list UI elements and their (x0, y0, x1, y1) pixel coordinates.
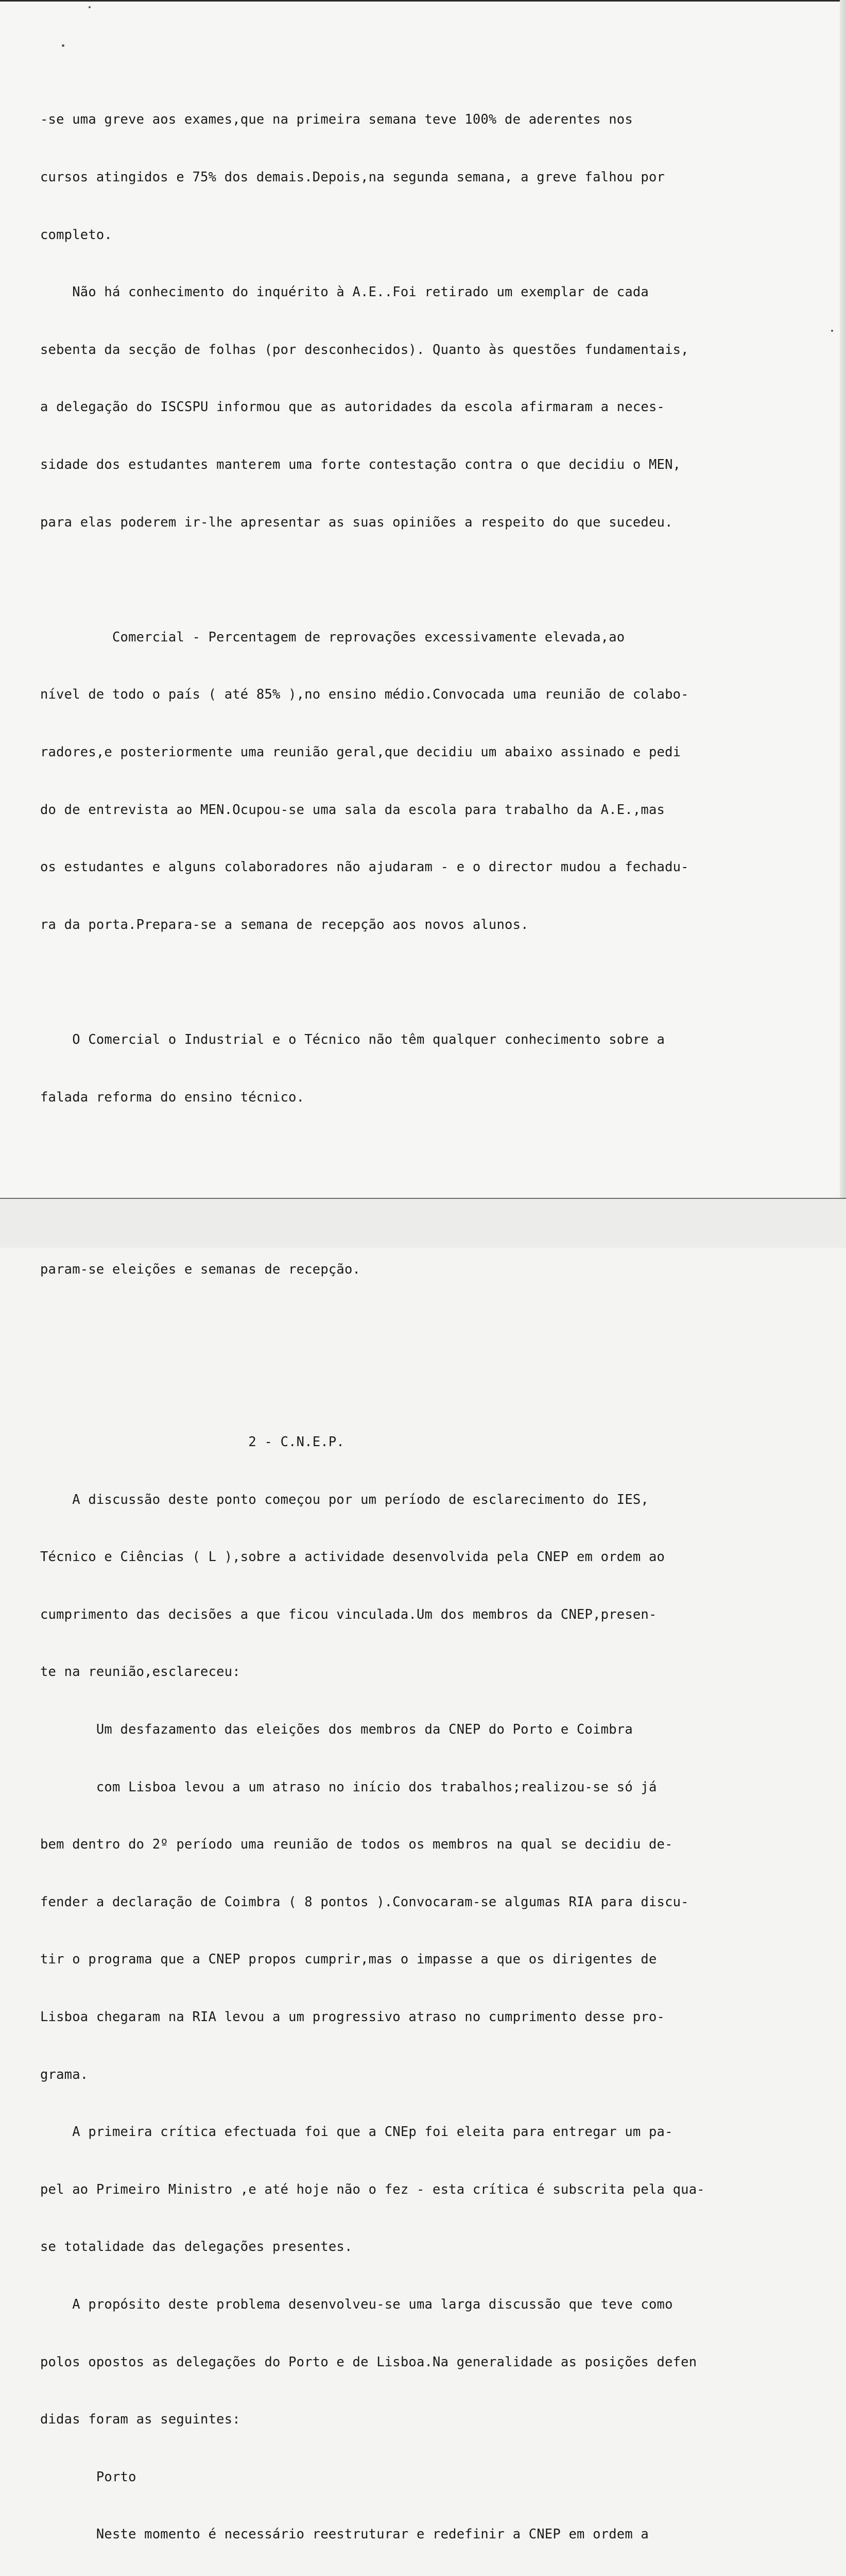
text-line: para elas poderem ir-lhe apresentar as suas opiniões a respeito do que sucedeu. (40, 514, 673, 530)
text-line: A primeira crítica efectuada foi que a CNEp foi eleita para entregar um pa- (40, 2124, 673, 2140)
text-line: didas foram as seguintes: (40, 2412, 240, 2428)
text-line: O Comercial o Industrial e o Técnico não têm qualquer conhecimento sobre a (40, 1031, 665, 1047)
text-line: completo. (40, 227, 112, 243)
text-line: com Lisboa levou a um atraso no início dos trabalhos;realizou-se só já (40, 1779, 657, 1795)
text-line: se totalidade das delegações presentes. (40, 2239, 353, 2255)
text-line: pel ao Primeiro Ministro ,e até hoje não o fez - esta crítica é subscrita pela qua- (40, 2181, 705, 2197)
text-line: A discussão deste ponto começou por um período de esclarecimento do IES, (40, 1492, 649, 1507)
page-right-edge (840, 0, 846, 1247)
text-line: bem dentro do 2º período uma reunião de todos os membros na qual se decidiu de- (40, 1837, 673, 1853)
scan-speck (831, 330, 833, 332)
scan-speck (89, 6, 91, 8)
page-bottom-edge (0, 1198, 846, 1248)
text-line: ra da porta.Prepara-se a semana de recepção aos novos alunos. (40, 917, 529, 933)
text-line: Técnico e Ciências ( L ),sobre a actividade desenvolvida pela CNEP em ordem ao (40, 1549, 665, 1565)
text-line (40, 973, 823, 992)
text-line: Não há conhecimento do inquérito à A.E..Foi retirado um exemplar de cada (40, 284, 649, 300)
text-line: do de entrevista ao MEN.Ocupou-se uma sala da escola para trabalho da A.E.,mas (40, 802, 665, 818)
text-line (40, 1318, 823, 1337)
text-line (40, 1375, 823, 1394)
page-top-edge (0, 0, 846, 2)
text-line: param-se eleições e semanas de recepção. (40, 1262, 361, 1278)
text-line: Comercial - Percentagem de reprovações excessivamente elevada,ao (40, 629, 625, 645)
text-line: nível de todo o país ( até 85% ),no ensino médio.Convocada uma reunião de colabo- (40, 687, 689, 703)
text-line: te na reunião,esclareceu: (40, 1664, 240, 1680)
section-heading: 2 - C.N.E.P. (40, 1434, 344, 1450)
text-line: Porto (40, 2469, 136, 2485)
text-line: A propósito deste problema desenvolveu-se uma larga discussão que teve como (40, 2296, 673, 2312)
text-line: tir o programa que a CNEP propos cumprir,mas o impasse a que os dirigentes de (40, 1952, 657, 1968)
text-line: sebenta da secção de folhas (por desconhecidos). Quanto às questões fundamentais, (40, 342, 689, 358)
text-line: Lisboa chegaram na RIA levou a um progressivo atraso no cumprimento desse pro- (40, 2009, 665, 2025)
text-line: Neste momento é necessário reestruturar e redefinir a CNEP em ordem a (40, 2527, 649, 2543)
text-line: falada reforma do ensino técnico. (40, 1089, 305, 1105)
document-body (40, 72, 823, 2576)
text-line: cumprimento das decisões a que ficou vinculada.Um dos membros da CNEP,presen- (40, 1606, 657, 1622)
text-line: -se uma greve aos exames,que na primeira semana teve 100% de aderentes nos (40, 112, 633, 128)
text-line: os estudantes e alguns colaboradores não ajudaram - e o director mudou a fechadu- (40, 859, 689, 875)
text-line: Um desfazamento das eleições dos membros da CNEP do Porto e Coimbra (40, 1722, 633, 1738)
text-line: radores,e posteriormente uma reunião geral,que decidiu um abaixo assinado e pedi (40, 744, 681, 760)
text-line (40, 1145, 823, 1164)
text-line: a delegação do ISCSPU informou que as autoridades da escola afirmaram a neces- (40, 399, 665, 415)
scan-speck (62, 44, 64, 47)
text-line: polos opostos as delegações do Porto e de Lisboa.Na generalidade as posições defen (40, 2354, 697, 2370)
text-line: sidade dos estudantes manterem uma forte contestação contra o que decidiu o MEN, (40, 456, 681, 472)
text-line: grama. (40, 2066, 89, 2082)
text-line: fender a declaração de Coimbra ( 8 pontos ).Convocaram-se algumas RIA para discu- (40, 1894, 689, 1910)
text-line (40, 570, 823, 589)
text-line: cursos atingidos e 75% dos demais.Depois,na segunda semana, a greve falhou por (40, 170, 665, 185)
